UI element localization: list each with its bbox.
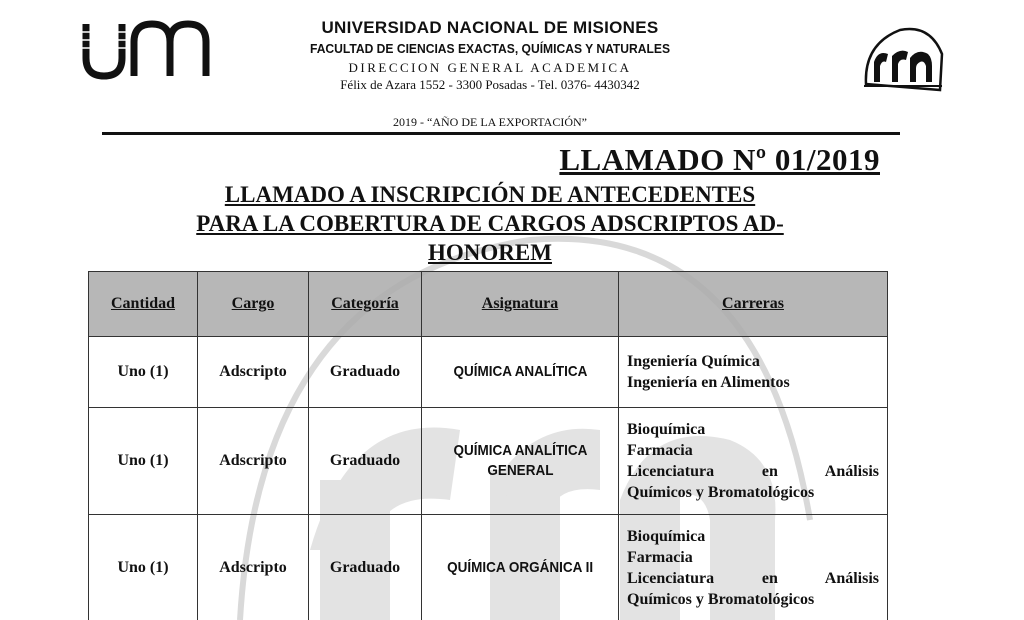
cell-cargo: Adscripto — [198, 337, 309, 408]
table-row — [89, 515, 888, 620]
carrera-item: Ingeniería Química — [627, 353, 760, 370]
asignatura-line: GENERAL — [486, 462, 554, 479]
call-title-line: PARA LA COBERTURA DE CARGOS ADSCRIPTOS AD- — [196, 211, 784, 236]
address-line: Félix de Azara 1552 - 3300 Posadas - Tel. 0376- 4430342 — [340, 77, 640, 92]
positions-table — [88, 271, 888, 620]
asignatura-text — [453, 441, 587, 481]
cell-cantidad: Uno (1) — [89, 515, 198, 620]
cell-categoria: Graduado — [309, 408, 422, 515]
table-row — [89, 337, 888, 408]
table-row — [89, 408, 888, 515]
header-cargo: Cargo — [198, 272, 309, 337]
call-number: LLAMADO Nº 01/2019 — [559, 142, 880, 177]
carrera-item: Bioquímica — [627, 421, 706, 438]
unam-logo — [78, 18, 220, 82]
year-motto: 2019 - “AÑO DE LA EXPORTACIÓN” — [393, 115, 587, 129]
table-header-row — [89, 272, 888, 337]
carrera-item: Farmacia — [627, 442, 693, 459]
header-divider — [102, 132, 900, 135]
cell-cargo: Adscripto — [198, 515, 309, 620]
cell-cargo: Adscripto — [198, 408, 309, 515]
carrera-item: Químicos y Bromatológicos — [627, 484, 815, 501]
cell-asignatura — [422, 337, 619, 408]
header-asignatura: Asignatura — [422, 272, 619, 337]
carrera-item: Licenciatura en Análisis — [627, 463, 879, 480]
cell-categoria: Graduado — [309, 515, 422, 620]
cell-carreras — [619, 337, 888, 408]
call-title-line: LLAMADO A INSCRIPCIÓN DE ANTECEDENTES — [224, 182, 756, 207]
faculty-name: FACULTAD DE CIENCIAS EXACTAS, QUÍMICAS Y NATURALES — [309, 41, 671, 56]
header-cantidad: Cantidad — [89, 272, 198, 337]
call-title — [150, 180, 830, 267]
carrera-item: Ingeniería en Alimentos — [627, 374, 790, 391]
asignatura-line: QUÍMICA ANALÍTICA — [453, 442, 587, 459]
cell-carreras — [619, 515, 888, 620]
faculty-logo — [860, 24, 946, 94]
asignatura-text: QUÍMICA ORGÁNICA II — [447, 559, 593, 576]
carrera-item: Farmacia — [627, 549, 693, 566]
cell-cantidad: Uno (1) — [89, 337, 198, 408]
carrera-item: Licenciatura en Análisis — [627, 570, 879, 587]
cell-categoria: Graduado — [309, 337, 422, 408]
university-name: UNIVERSIDAD NACIONAL DE MISIONES — [321, 18, 659, 37]
carrera-item: Bioquímica — [627, 528, 706, 545]
header-carreras: Carreras — [619, 272, 888, 337]
cell-carreras — [619, 408, 888, 515]
cell-cantidad: Uno (1) — [89, 408, 198, 515]
carrera-item: Químicos y Bromatológicos — [627, 591, 815, 608]
call-title-line: HONOREM — [428, 240, 552, 265]
direction-name: DIRECCION GENERAL ACADEMICA — [348, 60, 632, 75]
cell-asignatura — [422, 408, 619, 515]
asignatura-text: QUÍMICA ANALÍTICA — [453, 363, 587, 380]
header-categoria: Categoría — [309, 272, 422, 337]
cell-asignatura — [422, 515, 619, 620]
